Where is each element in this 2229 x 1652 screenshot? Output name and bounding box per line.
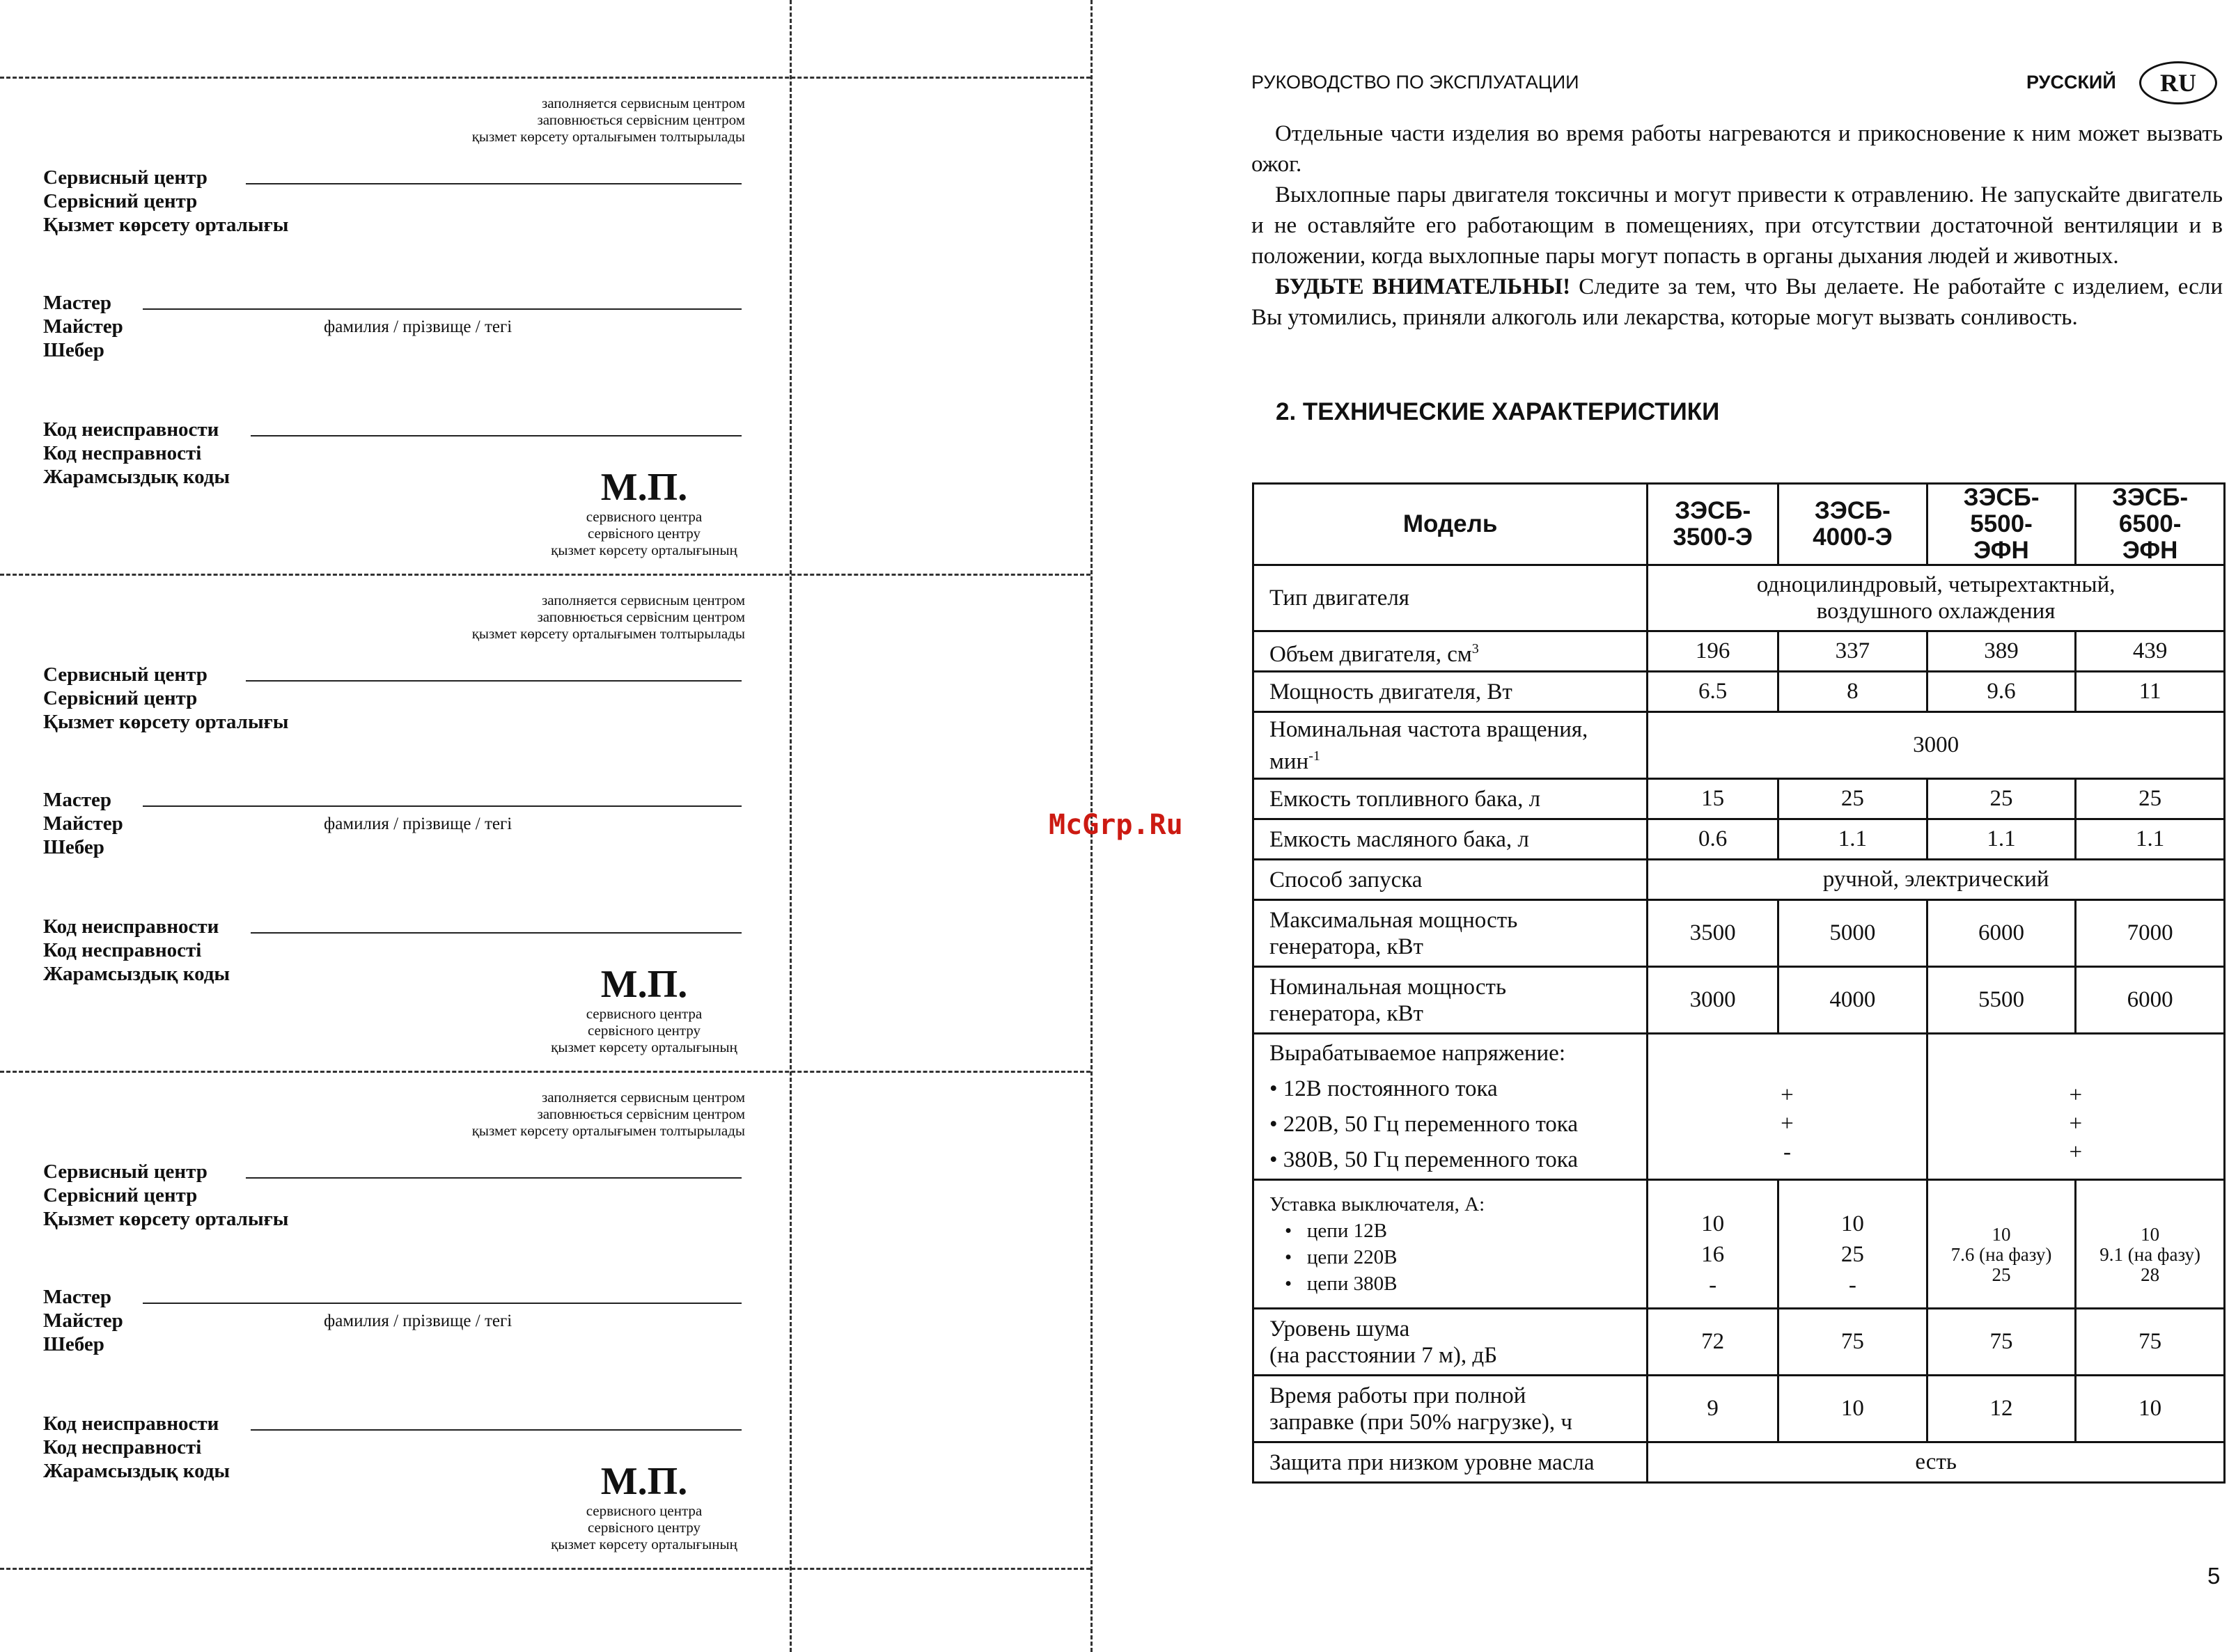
- fault-code-field[interactable]: [251, 1429, 742, 1431]
- row-runtime: Время работы при полной заправке (при 50% нагрузке), ч 9 10 12 10: [1253, 1376, 2225, 1442]
- fault-code-field[interactable]: [251, 435, 742, 436]
- master-label: Мастер Майстер Шебер: [43, 789, 123, 858]
- service-coupon-1: [0, 77, 745, 574]
- model-3500: ЗЭСБ- 3500-Э: [1648, 484, 1778, 565]
- filled-by-note: заполняется сервисным центром заповнюється сервісним центром қызмет көрсету орталығымен толтырылады: [471, 592, 745, 642]
- service-center-field[interactable]: [246, 183, 742, 184]
- row-nominal-power: Номинальная мощность генератора, кВт 3000 4000 5500 6000: [1253, 967, 2225, 1034]
- row-noise: Уровень шума (на расстоянии 7 м), дБ 72 75 75 75: [1253, 1309, 2225, 1376]
- stamp-title: М.П.: [600, 963, 688, 1006]
- stamp-title: М.П.: [600, 466, 688, 509]
- filled-by-note: заполняется сервисным центром заповнюється сервісним центром қызмет көрсету орталығымен толтырылады: [471, 1089, 745, 1139]
- row-rpm: Номинальная частота вращения, мин$^{-1}$ 3000: [1253, 712, 2225, 779]
- watermark: McGrp.Ru: [1049, 809, 1183, 841]
- stamp-area: М.П. сервисного центра сервісного центру қызмет көрсету орталығының: [529, 466, 759, 558]
- fault-code-label: Код неисправности Код несправності Жарамсыздық коды: [43, 1413, 230, 1482]
- surname-hint: фамилия / прізвище / тегі: [324, 815, 513, 833]
- row-max-power: Максимальная мощность генератора, кВт 3500 5000 6000 7000: [1253, 900, 2225, 967]
- row-engine-power: Мощность двигателя, Вт 6.5 8 9.6 11: [1253, 672, 2225, 712]
- master-label: Мастер Майстер Шебер: [43, 292, 123, 361]
- paragraph-attention: БУДЬТЕ ВНИМАТЕЛЬНЫ! Следите за тем, что Вы делаете. Не работайте с изделием, если Вы утомились, приняли алкоголь или лекарства, которые могут вызвать сонливость.: [1251, 274, 2223, 330]
- model-4000: ЗЭСБ- 4000-Э: [1778, 484, 1927, 565]
- row-engine-type: Тип двигателя одноцилиндровый, четырехтактный, воздушного охлаждения: [1253, 565, 2225, 631]
- language-label: РУССКИЙ: [2026, 72, 2116, 93]
- service-center-label: Сервисный центр Сервісний центр Қызмет көрсету орталығы: [43, 1161, 289, 1230]
- section-title: 2. ТЕХНИЧЕСКИЕ ХАРАКТЕРИСТИКИ: [1276, 398, 1720, 425]
- model-5500: ЗЭСБ- 5500-ЭФН: [1927, 484, 2076, 565]
- stamp-area: М.П. сервисного центра сервісного центру қызмет көрсету орталығының: [529, 963, 759, 1055]
- row-breaker: Уставка выключателя, А: • цепи 12В • цепи 220В • цепи 380В 10 16 - 10 25 - 10 7.6 (на фазу) 25 10 9.1 (на фазу) 28: [1253, 1180, 2225, 1309]
- stamp-area: М.П. сервисного центра сервісного центру қызмет көрсету орталығының: [529, 1461, 759, 1552]
- row-oil-protection: Защита при низком уровне масла есть: [1253, 1442, 2225, 1483]
- filled-by-note: заполняется сервисным центром заповнюється сервісним центром қызмет көрсету орталығымен толтырылады: [471, 95, 745, 145]
- row-displacement: Объем двигателя, $см^3$ 196 337 389 439: [1253, 631, 2225, 672]
- surname-hint: фамилия / прізвище / тегі: [324, 1312, 513, 1330]
- page-header-title: РУКОВОДСТВО ПО ЭКСПЛУАТАЦИИ: [1251, 72, 1579, 93]
- paragraph-exhaust: Выхлопные пары двигателя токсичны и могут привести к отравлению. Не запускайте двигатель и не оставляйте его работающим в помещениях, при отсутствии достаточной вентиляции и в положении, когда выхлопные пары могут попасть в органы дыхания людей и животных.: [1251, 182, 2223, 269]
- cut-line-vertical-left: [790, 0, 792, 1652]
- language-badge: RU: [2139, 61, 2217, 104]
- spec-table: [1252, 482, 2226, 1484]
- master-label: Мастер Майстер Шебер: [43, 1286, 123, 1355]
- model-6500: ЗЭСБ- 6500-ЭФН: [2076, 484, 2225, 565]
- service-center-field[interactable]: [246, 1177, 742, 1179]
- master-field[interactable]: [143, 308, 742, 310]
- model-header: Модель: [1253, 484, 1648, 565]
- table-header-row: [1253, 484, 2225, 565]
- service-center-label: Сервисный центр Сервісний центр Қызмет көрсету орталығы: [43, 166, 289, 236]
- paragraph-burn: Отдельные части изделия во время работы нагреваются и прикосновение к ним может вызвать ожог.: [1251, 121, 2223, 177]
- row-start: Способ запуска ручной, электрический: [1253, 860, 2225, 900]
- cut-line-4: [0, 1568, 1090, 1570]
- fault-code-label: Код неисправности Код несправності Жарамсыздық коды: [43, 418, 230, 488]
- service-coupon-3: [0, 1071, 745, 1568]
- row-oil-tank: Емкость масляного бака, л 0.6 1.1 1.1 1.1: [1253, 819, 2225, 860]
- master-field[interactable]: [143, 805, 742, 807]
- fault-code-label: Код неисправности Код несправності Жарамсыздық коды: [43, 915, 230, 985]
- fault-code-field[interactable]: [251, 932, 742, 934]
- service-center-field[interactable]: [246, 680, 742, 682]
- surname-hint: фамилия / прізвище / тегі: [324, 317, 513, 336]
- safety-text: [1251, 118, 2223, 333]
- stamp-title: М.П.: [600, 1460, 688, 1503]
- page-number: 5: [2207, 1563, 2221, 1589]
- service-center-label: Сервисный центр Сервісний центр Қызмет көрсету орталығы: [43, 663, 289, 733]
- service-coupon-2: [0, 574, 745, 1071]
- master-field[interactable]: [143, 1303, 742, 1304]
- row-voltage: Вырабатываемое напряжение: • 12В постоянного тока • 220В, 50 Гц переменного тока • 380В, 50 Гц переменного тока + + - + + +: [1253, 1034, 2225, 1180]
- row-fuel-tank: Емкость топливного бака, л 15 25 25 25: [1253, 779, 2225, 819]
